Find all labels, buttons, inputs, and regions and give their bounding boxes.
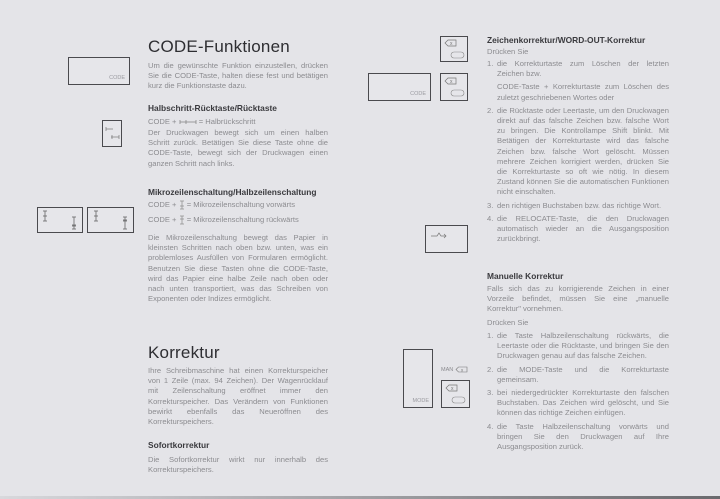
page-title-code-funktionen: CODE-Funktionen [148,37,290,56]
man-label: MAN [441,366,454,373]
mode-key-illustration [403,349,433,408]
formula-suffix: = Mikrozeilenschaltung rückwärts [186,215,299,224]
correction-key-icon [442,381,469,407]
relocate-key-illustration [425,225,468,253]
micro-line-forward-icon [38,208,82,232]
sofortkorrektur-text: Die Sofortkorrektur wirkt nur innerhalb des Korrekturspeichers. [148,455,328,475]
list-item [487,388,669,419]
item-number: 1. [487,331,494,340]
item-number: 4. [487,213,494,223]
correction-key-illustration-2 [440,73,468,101]
list-item [487,201,669,211]
formula-micro-backward [148,215,299,225]
correction-key-illustration [440,36,468,62]
heading-manual-correction: Manuelle Korrektur [487,271,564,281]
formula-prefix: CODE + [148,215,177,224]
relocate-icon [428,228,468,242]
list-item [487,106,669,198]
half-backspace-text: Der Druckwagen bewegt sich um einen halben Schritt zurück. Betätigen Sie diese Taste ohne die CODE-Taste, bewegt sich der Druckwagen einen ganzen Schritt nach links. [148,128,328,168]
item-text: den richtigen Buchstaben bzw. das richtige Wort. [497,200,662,210]
item-number: 1. [487,59,494,68]
svg-text:x: x [460,367,464,373]
heading-micro-line: Mikrozeilenschaltung/Halbzeilenschaltung [148,187,317,197]
heading-sofortkorrektur: Sofortkorrektur [148,440,210,450]
man-indicator [441,366,468,373]
word-out-list [487,59,669,247]
correction-key-icon [441,37,467,61]
svg-text:x: x [450,79,453,85]
list-item [487,59,669,103]
mode-key-label: MODE [412,398,429,404]
korrektur-text: Ihre Schreibmaschine hat einen Korrekturspeicher von 1 Zeile (max. 94 Zeichen). Der Wagenrücklauf mit Zeilenschaltung eröffnet immer den Korrekturspeicher. Das Verändern von Funktionen bewirkt ebenfalls das Neueröffnen des Korrekturspeichers. [148,366,328,427]
list-item [487,422,669,453]
formula-prefix: CODE + [148,200,177,209]
item-text: die Rücktaste oder Leertaste, um den Druckwagen direkt auf das falsche Zeichen bzw. falsche Wort zu bringen. Die Kontrollampe Shift blinkt. Mit Betätigen der Korrekturtaste wird das falsche Zeichen bzw. falsche Wort gelöscht. Müssen mehrere Zeichen korrigiert werden, drücken Sie die Korrekturtaste so oft wie nötig. In diesem Zustand können Sie die automatischen Funktionen nicht einschalten. [497,105,669,197]
half-backspace-key-illustration [102,120,122,147]
list-item [487,214,669,245]
item-text: die RELOCATE-Taste, die den Druckwagen automatisch wieder an die Ausgangsposition zurückbringt. [497,213,669,244]
correction-key-icon [441,74,467,100]
item-number: 3. [487,200,494,210]
manual-correction-list [487,331,669,455]
item-text: die Taste Halbzeilenschaltung vorwärts und bringen Sie den Druckwagen auf Ihre Ausgangsposition zurück. [497,421,669,452]
item-number: 3. [487,388,494,398]
press-label: Drücken Sie [487,47,529,56]
code-key-illustration-right [368,73,431,101]
half-backspace-symbol-icon [179,119,197,125]
micro-line-text: Die Mikrozeilenschaltung bewegt das Papier in kleinsten Schritten nach oben bzw. unten, was ein problemloses Ausfüllen von Formularen ermöglicht. Benutzen Sie diese Tasten ohne die CODE-Taste, wird das Papier eine halbe Zeile nach oben oder nach unten transportiert, was das Schreiben von Exponenten oder Indizes ermöglicht. [148,233,328,304]
correction-key-illustration-3 [441,380,470,408]
list-item [487,331,669,362]
item-text: die MODE-Taste und die Korrekturtaste gemeinsam. [497,364,669,384]
item-text: die Korrekturtaste zum Löschen der letzten Zeichen bzw. [497,59,669,79]
heading-word-out: Zeichenkorrektur/WORD-OUT-Korrektur [487,35,646,45]
svg-text:x: x [451,386,454,392]
formula-suffix: = Halbrückschritt [198,117,256,126]
manual-correction-text: Falls sich das zu korrigierende Zeichen in einer Vorzeile befindet, müssen Sie eine „manuelle Korrektur" vornehmen. [487,284,669,314]
list-item [487,365,669,385]
heading-half-backspace: Halbschritt-Rücktaste/Rücktaste [148,103,277,113]
formula-suffix: = Mikrozeilenschaltung vorwärts [186,200,295,209]
half-backspace-icon [103,121,121,145]
item-number: 2. [487,364,494,374]
correction-symbol-icon [455,366,468,373]
formula-half-backspace [148,117,256,127]
section-title-korrektur: Korrektur [148,343,220,362]
intro-text: Um die gewünschte Funktion einzustellen, drücken Sie die CODE-Taste, halten diese fest und betätigen kurz die Funktionstaste dazu. [148,61,328,91]
item-text: bei niedergedrückter Korrekturtaste den falschen Buchstaben. Das Zeichen wird gelöscht, und Sie können das richtige Zeichen einfügen. [497,388,669,418]
micro-forward-symbol-icon [179,200,185,210]
code-key-illustration [68,57,130,85]
micro-line-backward-icon [88,208,133,232]
press-label-2: Drücken Sie [487,318,529,327]
micro-backward-symbol-icon [179,215,185,225]
code-key-label: CODE [410,91,426,97]
code-key-label: CODE [109,75,125,81]
svg-text:x: x [450,41,453,47]
micro-line-key-forward-illustration [37,207,83,233]
item-number: 4. [487,421,494,431]
item-text: die Taste Halbzeilenschaltung rückwärts, die Leertaste oder die Rücktaste, und bringen Sie den Druckwagen genau auf das falsche Zeichen. [497,331,669,361]
formula-micro-forward [148,200,295,210]
micro-line-key-backward-illustration [87,207,134,233]
item-number: 2. [487,105,494,115]
item-subtext: CODE-Taste + Korrekturtaste zum Löschen des zuletzt geschriebenen Wortes oder [497,82,669,102]
formula-prefix: CODE + [148,117,177,126]
